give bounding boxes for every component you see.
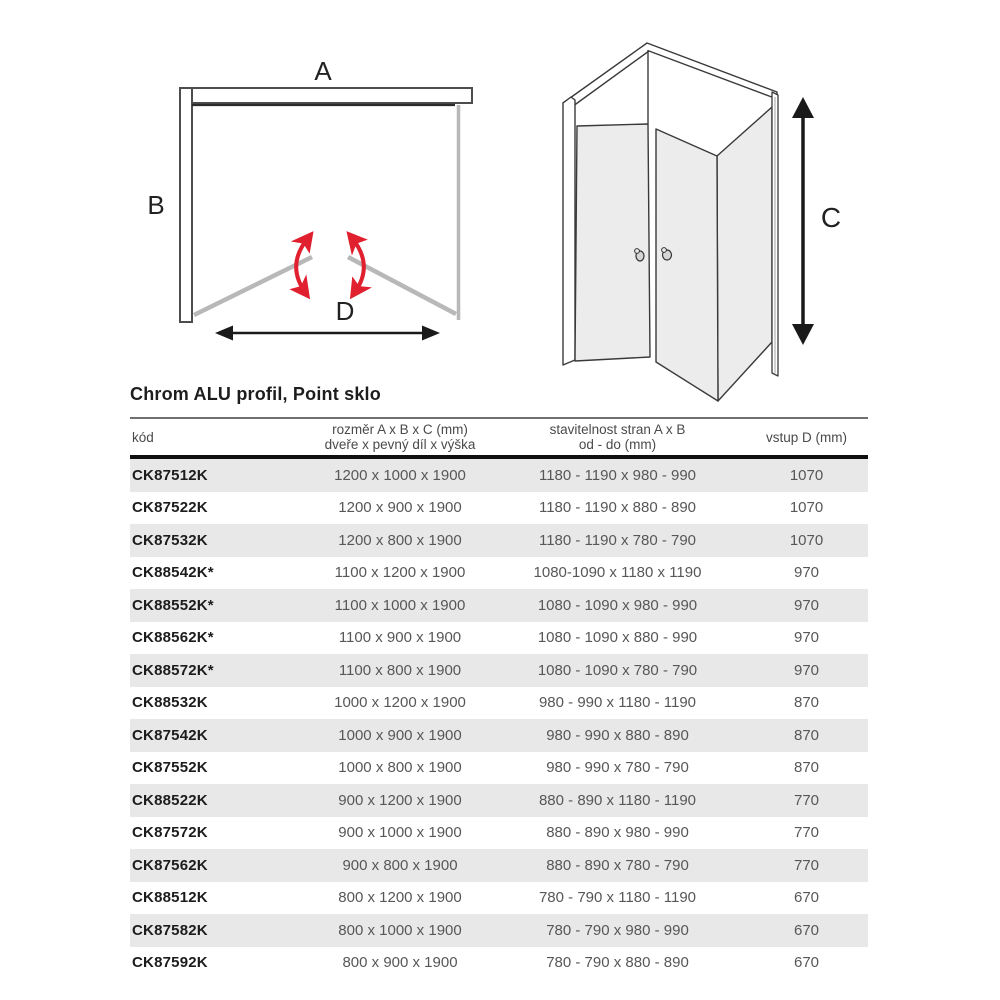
cell-rozmer: 800 x 1000 x 1900: [338, 921, 462, 939]
cell-vstup: 670: [793, 954, 820, 972]
cell-vstup: 970: [793, 596, 820, 614]
page-title: Chrom ALU profil, Point sklo: [130, 384, 381, 404]
dimension-label-a: A: [314, 56, 332, 86]
cell-vstup: 870: [793, 694, 820, 712]
cell-vstup: 770: [793, 824, 820, 842]
table-body: [130, 459, 868, 979]
table-row: [130, 752, 868, 785]
cell-vstup: 970: [793, 564, 820, 582]
cell-rozmer: 1000 x 1200 x 1900: [334, 694, 466, 712]
cell-rozmer: 1000 x 900 x 1900: [338, 726, 462, 744]
table-row: [130, 622, 868, 655]
cell-rozmer: 1200 x 800 x 1900: [338, 531, 462, 549]
cell-stavitelnost: 1080-1090 x 1180 x 1190: [533, 564, 702, 582]
cell-stavitelnost: 1080 - 1090 x 780 - 790: [537, 661, 698, 679]
cell-kod: CK87512K: [132, 466, 208, 484]
cell-kod: CK88532K: [132, 694, 208, 712]
header-stavitelnost-line2: od - do (mm): [578, 437, 657, 452]
right-glass-door: [656, 129, 718, 401]
cell-kod: CK88562K*: [132, 629, 214, 647]
left-glass-door: [575, 124, 650, 361]
cell-stavitelnost: 980 - 990 x 880 - 890: [546, 726, 689, 744]
cell-rozmer: 900 x 800 x 1900: [342, 856, 458, 874]
cell-kod: CK87592K: [132, 954, 208, 972]
table-row: [130, 557, 868, 590]
cell-vstup: 1070: [789, 466, 824, 484]
table-row: [130, 589, 868, 622]
cell-kod: CK88552K*: [132, 596, 214, 614]
cell-vstup: 770: [793, 856, 820, 874]
table-row: [130, 914, 868, 947]
cell-rozmer: 1000 x 800 x 1900: [338, 759, 462, 777]
table-row: [130, 849, 868, 882]
cell-vstup: 670: [793, 921, 820, 939]
header-rozmer: [310, 422, 490, 452]
cell-kod: CK88542K*: [132, 564, 214, 582]
wall-b-profile: [180, 88, 192, 322]
header-rozmer-line1: rozměr A x B x C (mm): [332, 422, 468, 437]
cell-kod: CK88512K: [132, 889, 208, 907]
cell-vstup: 970: [793, 661, 820, 679]
cell-vstup: 770: [793, 791, 820, 809]
table-row: [130, 687, 868, 720]
cell-stavitelnost: 1180 - 1190 x 980 - 990: [538, 466, 697, 484]
cell-rozmer: 1100 x 1000 x 1900: [334, 596, 466, 614]
cell-stavitelnost: 780 - 790 x 980 - 990: [546, 921, 689, 939]
cell-vstup: 1070: [789, 531, 824, 549]
cell-stavitelnost: 980 - 990 x 1180 - 1190: [538, 694, 697, 712]
cell-rozmer: 800 x 900 x 1900: [342, 954, 458, 972]
cell-rozmer: 900 x 1000 x 1900: [338, 824, 462, 842]
cell-rozmer: 1100 x 900 x 1900: [338, 629, 462, 647]
left-wall-profile: [563, 97, 575, 365]
header-kod: kód: [132, 429, 154, 445]
cell-rozmer: 800 x 1200 x 1900: [338, 889, 462, 907]
cell-kod: CK87522K: [132, 499, 208, 517]
table-row: [130, 719, 868, 752]
cell-vstup: 870: [793, 759, 820, 777]
cell-kod: CK87582K: [132, 921, 208, 939]
table-row: [130, 817, 868, 850]
cell-stavitelnost: 1180 - 1190 x 880 - 890: [538, 499, 697, 517]
header-vstup: vstup D (mm): [766, 429, 847, 445]
header-stavitelnost-line1: stavitelnost stran A x B: [549, 422, 686, 437]
top-view-diagram: [140, 48, 490, 358]
cell-kod: CK87542K: [132, 726, 208, 744]
cell-stavitelnost: 1080 - 1090 x 980 - 990: [537, 596, 698, 614]
cell-rozmer: 1200 x 900 x 1900: [338, 499, 462, 517]
cell-stavitelnost: 880 - 890 x 780 - 790: [546, 856, 689, 874]
table-row: [130, 947, 868, 980]
table-header-row: [130, 417, 868, 459]
cell-stavitelnost: 980 - 990 x 780 - 790: [546, 759, 689, 777]
spec-table: [130, 417, 868, 979]
table-row: [130, 459, 868, 492]
cell-vstup: 870: [793, 726, 820, 744]
dimension-label-b: B: [147, 190, 165, 220]
swing-direction-arrows-icon: [296, 238, 364, 292]
entry-width-d-arrow: [215, 326, 440, 341]
dimension-label-c: C: [820, 202, 842, 233]
cell-stavitelnost: 780 - 790 x 880 - 890: [546, 954, 689, 972]
table-row: [130, 654, 868, 687]
cell-kod: CK88522K: [132, 791, 208, 809]
height-c-arrow: [792, 97, 814, 345]
cell-stavitelnost: 880 - 890 x 1180 - 1190: [538, 791, 697, 809]
cell-kod: CK87552K: [132, 759, 208, 777]
wall-a-profile: [180, 88, 472, 103]
cell-kod: CK87532K: [132, 531, 208, 549]
table-row: [130, 882, 868, 915]
cell-vstup: 670: [793, 889, 820, 907]
table-row: [130, 492, 868, 525]
cell-kod: CK88572K*: [132, 661, 214, 679]
header-rozmer-line2: dveře x pevný díl x výška: [324, 437, 476, 452]
cell-rozmer: 1200 x 1000 x 1900: [334, 466, 466, 484]
cell-kod: CK87562K: [132, 856, 208, 874]
header-stavitelnost: [490, 422, 745, 452]
dimension-label-d: D: [335, 296, 355, 326]
table-row: [130, 784, 868, 817]
side-glass-panel: [717, 107, 772, 401]
cell-kod: CK87572K: [132, 824, 208, 842]
perspective-3d-diagram: [545, 25, 855, 420]
cell-rozmer: 1100 x 800 x 1900: [338, 661, 462, 679]
cell-stavitelnost: 880 - 890 x 980 - 990: [546, 824, 689, 842]
cell-vstup: 1070: [789, 499, 824, 517]
table-row: [130, 524, 868, 557]
cell-vstup: 970: [793, 629, 820, 647]
cell-rozmer: 900 x 1200 x 1900: [338, 791, 462, 809]
cell-stavitelnost: 780 - 790 x 1180 - 1190: [538, 889, 697, 907]
top-frame: [563, 43, 777, 109]
cell-stavitelnost: 1080 - 1090 x 880 - 990: [537, 629, 698, 647]
cell-rozmer: 1100 x 1200 x 1900: [334, 564, 466, 582]
cell-stavitelnost: 1180 - 1190 x 780 - 790: [538, 531, 697, 549]
